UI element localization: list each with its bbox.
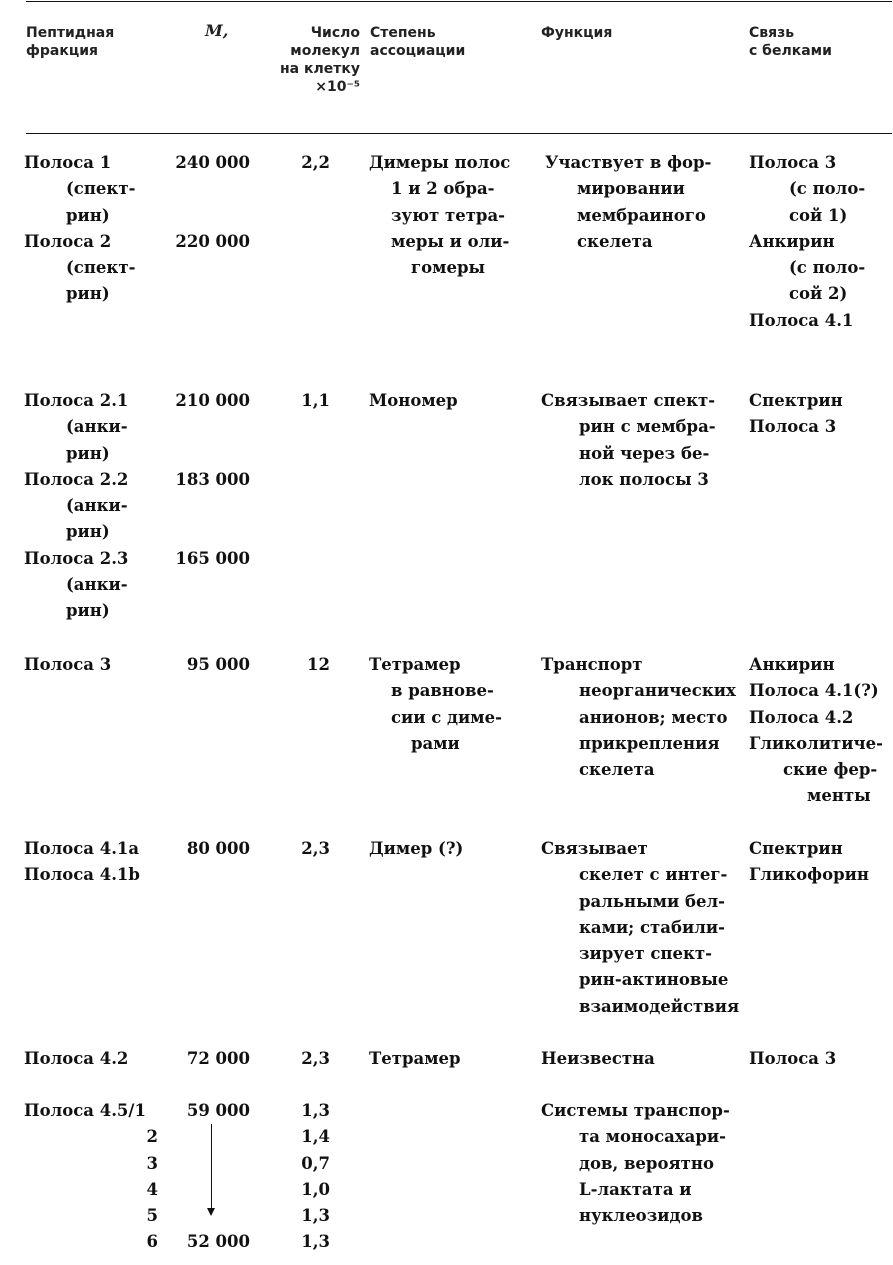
row1-fraction: Полоса 1 (спект- рин) Полоса 2 (спект- рин) [24,153,136,304]
row5-binding: Полоса 3 [749,1049,837,1068]
row6-mr: 59 000 52 000 [186,1101,250,1252]
row4-count: 2,3 [301,839,330,858]
row1-binding: Полоса 3 (с поло- сой 1) Анкирин (с поло- сой 2) Полоса 4.1 [749,153,866,330]
row5-mr: 72 000 [186,1049,250,1068]
row4-association: Димер (?) [369,839,464,858]
row2-mr: 210 000 183 000 165 000 [175,391,250,568]
row6-count: 1,3 1,4 0,7 1,0 1,3 1,3 [301,1101,330,1252]
row4-function: Связывает скелет с интег- ральными бел- ками; стабили- зирует спект- рин-актиновые взаимодействия [541,839,740,1016]
top-rule [26,1,892,2]
row3-function: Транспорт неорганических анионов; место прикрепления скелета [541,655,736,780]
row3-binding: Анкирин Полоса 4.1(?) Полоса 4.2 Гликолитиче- ские фер- менты [749,655,883,806]
row1-function: Участвует в фор- мировании мембраиного скелета [545,153,712,251]
row3-count: 12 [307,655,330,674]
row2-count: 1,1 [301,391,330,410]
header-count: Число молекул на клетку ×10⁻⁵ [280,25,360,95]
row4-fraction: Полоса 4.1a Полоса 4.1b [24,839,140,885]
row2-association: Мономер [369,391,458,410]
mr-range-arrow-icon [207,1208,215,1216]
header-fraction: Пептидная фракция [26,25,115,59]
row2-function: Связывает спект- рин с мембра- ной через бе- лок полосы 3 [541,391,716,489]
row1-count: 2,2 [301,153,330,172]
header-function: Функция [541,25,613,41]
row2-fraction: Полоса 2.1 (анки- рин) Полоса 2.2 (анки- рин) Полоса 2.3 (анки- рин) [24,391,129,621]
header-association: Степень ассоциации [370,25,466,59]
row4-binding: Спектрин Гликофорин [749,839,869,885]
row2-binding: Спектрин Полоса 3 [749,391,843,437]
mr-range-arrow-line [211,1124,212,1210]
row5-association: Тетрамер [369,1049,461,1068]
row6-fraction: Полоса 4.5/1 2 3 4 5 6 [24,1101,158,1252]
row5-fraction: Полоса 4.2 [24,1049,129,1068]
row3-association: Тетрамер в равнове- сии с диме- рами [369,655,502,753]
header-mr: M, [205,21,229,40]
header-rule [26,133,892,134]
row6-function: Системы транспор- та моносахари- дов, вероятно L-лактата и нуклеозидов [541,1101,730,1226]
row5-function: Неизвестна [541,1049,655,1068]
header-binding: Связь с белками [749,25,832,59]
row4-mr: 80 000 [186,839,250,858]
row1-mr: 240 000 220 000 [175,153,250,251]
row5-count: 2,3 [301,1049,330,1068]
row1-association: Димеры полос 1 и 2 обра- зуют тетра- меры и оли- гомеры [369,153,511,278]
row3-mr: 95 000 [186,655,250,674]
row3-fraction: Полоса 3 [24,655,112,674]
